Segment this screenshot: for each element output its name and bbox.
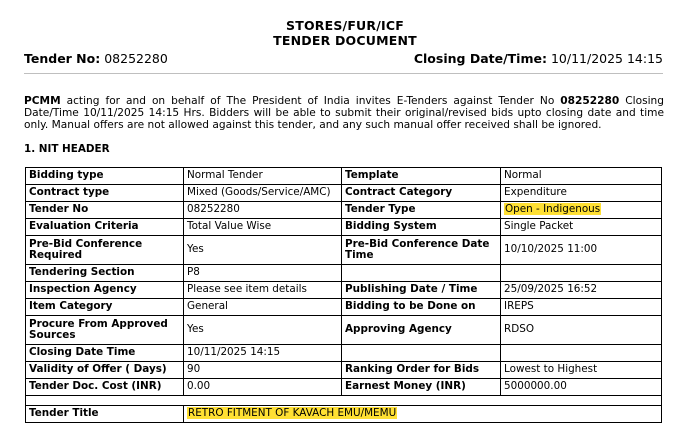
row-value: 10/10/2025 11:00 xyxy=(501,236,662,265)
tender-title-value: RETRO FITMENT OF KAVACH EMU/MEMU xyxy=(188,407,397,420)
row-label: Tender Type xyxy=(342,202,501,219)
row-label: Inspection Agency xyxy=(26,282,184,299)
row-label: Bidding System xyxy=(342,219,501,236)
intro-text-1: acting for and on behalf of The President of India invites E-Tenders against Tender No xyxy=(60,95,561,107)
row-label: Ranking Order for Bids xyxy=(342,362,501,379)
row-label: Earnest Money (INR) xyxy=(342,379,501,396)
spacer-row xyxy=(26,396,662,406)
row-value: Lowest to Highest xyxy=(501,362,662,379)
row-label: Tender No xyxy=(26,202,184,219)
row-label: Validity of Offer ( Days) xyxy=(26,362,184,379)
row-label: Template xyxy=(342,168,501,185)
row-label: Publishing Date / Time xyxy=(342,282,501,299)
row-label: Contract type xyxy=(26,185,184,202)
tender-no-label: Tender No: xyxy=(24,51,101,66)
row-label: Tender Doc. Cost (INR) xyxy=(26,379,184,396)
nit-header-table xyxy=(25,167,662,423)
row-label: Item Category xyxy=(26,299,184,316)
doc-title: TENDER DOCUMENT xyxy=(273,33,417,48)
row-label: Contract Category xyxy=(342,185,501,202)
intro-paragraph xyxy=(24,95,664,131)
tender-type-highlight: Open - Indigenous xyxy=(505,203,601,216)
tender-no-header xyxy=(24,51,168,66)
row-value: IREPS xyxy=(501,299,662,316)
header-divider xyxy=(24,73,663,74)
table-row xyxy=(26,282,662,299)
table-row xyxy=(26,168,662,185)
row-value: Expenditure xyxy=(501,185,662,202)
row-value: 0.00 xyxy=(184,379,342,396)
row-label: Bidding type xyxy=(26,168,184,185)
tender-title-label: Tender Title xyxy=(26,406,184,423)
row-label xyxy=(342,265,501,282)
table-row xyxy=(26,379,662,396)
row-label: Tendering Section xyxy=(26,265,184,282)
row-label: Bidding to be Done on xyxy=(342,299,501,316)
row-value: Normal Tender xyxy=(184,168,342,185)
row-value: 90 xyxy=(184,362,342,379)
table-row xyxy=(26,362,662,379)
row-value: P8 xyxy=(184,265,342,282)
row-value xyxy=(501,345,662,362)
intro-text-2: Closing Date/Time 10/11/2025 14:15 Hrs. Bidders will be able to submit their original/revised bids upto closing date and time only. Manual offers are not allowed against this tender, and any such manual offer received shall be ignored. xyxy=(24,95,664,131)
row-label: Pre-Bid Conference Required xyxy=(26,236,184,265)
row-value xyxy=(501,265,662,282)
intro-tender-no: 08252280 xyxy=(560,95,620,107)
table-row xyxy=(26,316,662,345)
row-value: RDSO xyxy=(501,316,662,345)
table-row xyxy=(26,236,662,265)
row-value xyxy=(501,202,662,219)
row-value: 08252280 xyxy=(184,202,342,219)
section-title: 1. NIT HEADER xyxy=(24,143,110,155)
table-row xyxy=(26,265,662,282)
row-label: Approving Agency xyxy=(342,316,501,345)
row-value: 5000000.00 xyxy=(501,379,662,396)
intro-org: PCMM xyxy=(24,95,61,107)
closing-header xyxy=(414,51,663,66)
row-value: Normal xyxy=(501,168,662,185)
row-value: Total Value Wise xyxy=(184,219,342,236)
tender-title-row xyxy=(26,406,662,423)
spacer-cell xyxy=(26,396,662,406)
row-label: Pre-Bid Conference Date Time xyxy=(342,236,501,265)
row-value: 25/09/2025 16:52 xyxy=(501,282,662,299)
row-label: Closing Date Time xyxy=(26,345,184,362)
row-value: General xyxy=(184,299,342,316)
table-row xyxy=(26,219,662,236)
table-row xyxy=(26,345,662,362)
row-label: Evaluation Criteria xyxy=(26,219,184,236)
row-value: Yes xyxy=(184,316,342,345)
table-row xyxy=(26,202,662,219)
table-row xyxy=(26,299,662,316)
row-value: Yes xyxy=(184,236,342,265)
row-label: Procure From Approved Sources xyxy=(26,316,184,345)
closing-value: 10/11/2025 14:15 xyxy=(550,51,663,66)
row-value: Please see item details xyxy=(184,282,342,299)
closing-label: Closing Date/Time: xyxy=(413,51,547,66)
tender-no-value: 08252280 xyxy=(104,51,168,66)
row-label xyxy=(342,345,501,362)
table-row xyxy=(26,185,662,202)
row-value: 10/11/2025 14:15 xyxy=(184,345,342,362)
tender-title-cell xyxy=(184,406,662,423)
row-value: Single Packet xyxy=(501,219,662,236)
doc-org-title: STORES/FUR/ICF xyxy=(286,18,404,33)
row-value: Mixed (Goods/Service/AMC) xyxy=(184,185,342,202)
